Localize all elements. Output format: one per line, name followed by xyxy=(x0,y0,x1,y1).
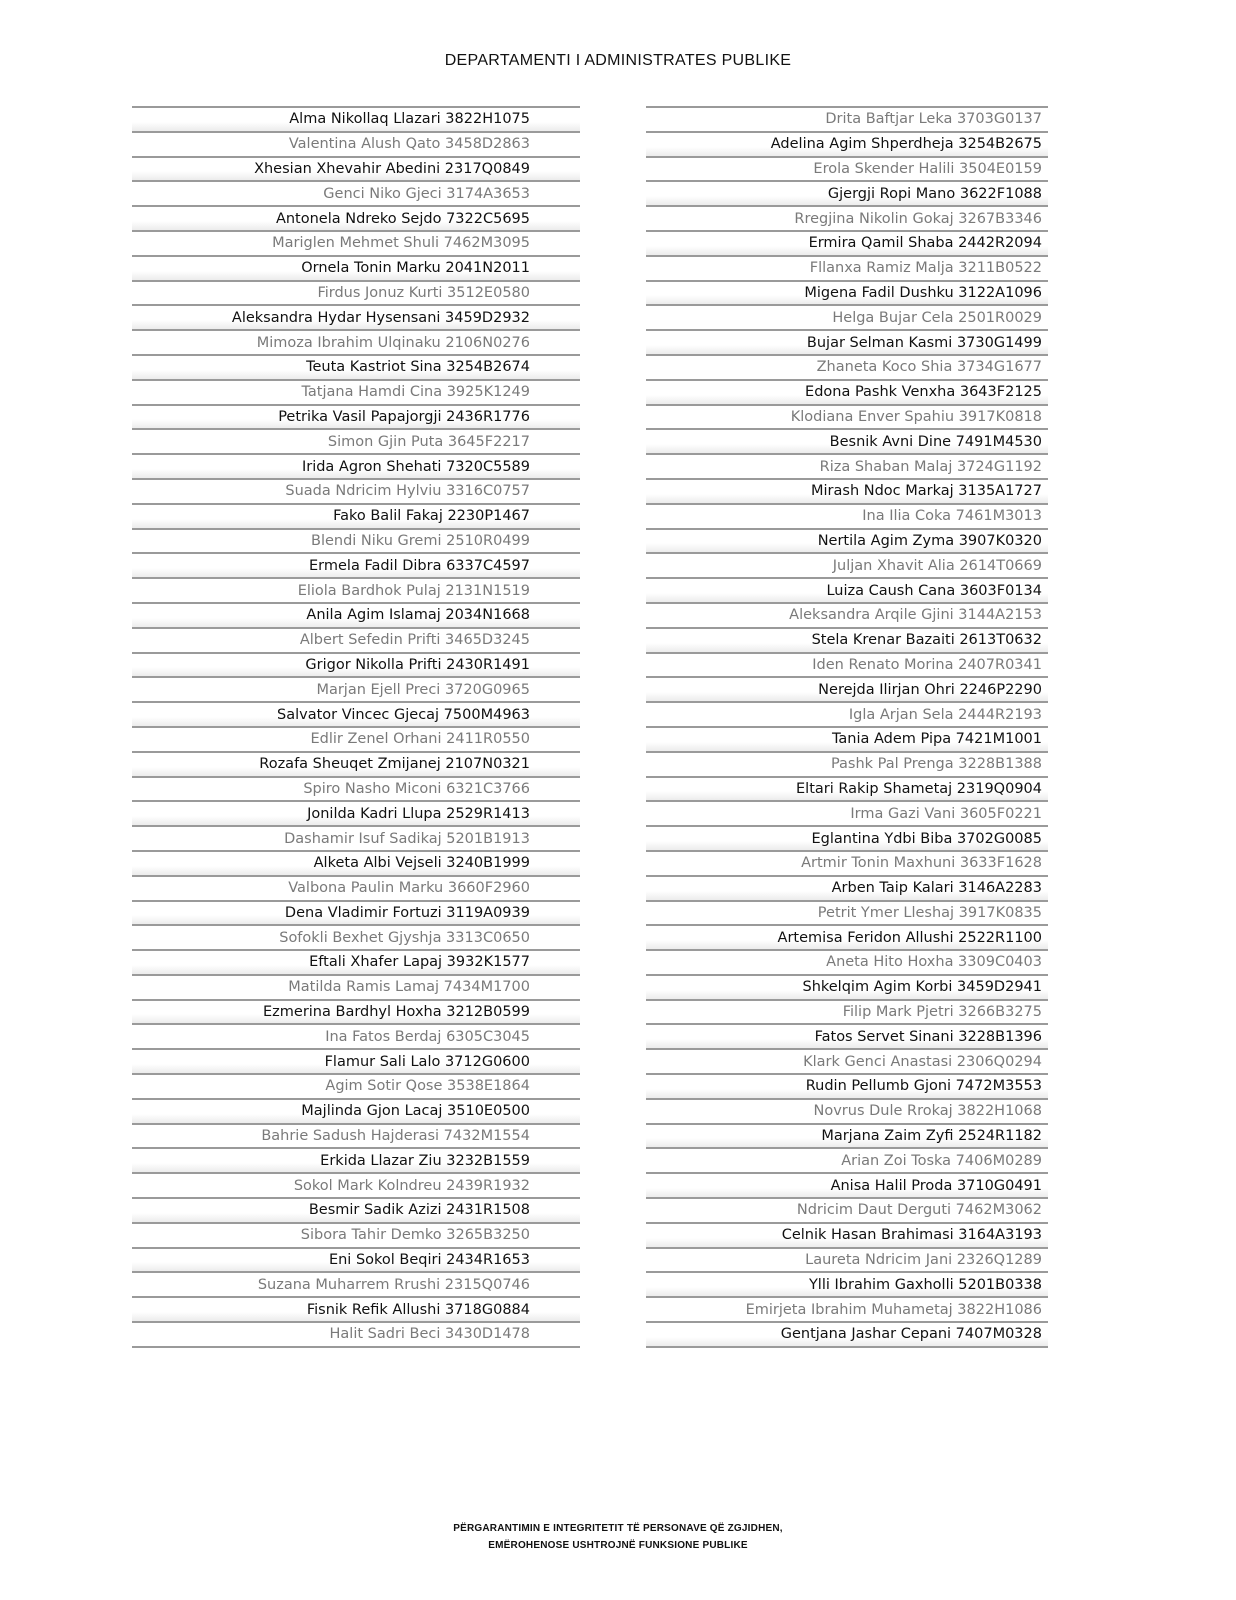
list-item: Nertila Agim Zyma 3907K0320 xyxy=(646,530,1048,555)
list-item: Antonela Ndreko Sejdo 7322C5695 xyxy=(132,207,580,232)
list-item: Anila Agim Islamaj 2034N1668 xyxy=(132,604,580,629)
list-item: Shkelqim Agim Korbi 3459D2941 xyxy=(646,976,1048,1001)
list-item: Novrus Dule Rrokaj 3822H1068 xyxy=(646,1100,1048,1125)
list-item: Mirash Ndoc Markaj 3135A1727 xyxy=(646,480,1048,505)
list-item: Majlinda Gjon Lacaj 3510E0500 xyxy=(132,1100,580,1125)
list-item: Fisnik Refik Allushi 3718G0884 xyxy=(132,1298,580,1323)
list-item: Rregjina Nikolin Gokaj 3267B3346 xyxy=(646,207,1048,232)
list-item: Aleksandra Arqile Gjini 3144A2153 xyxy=(646,604,1048,629)
footer-line-2: EMËROHENOSE USHTROJNË FUNKSIONE PUBLIKE xyxy=(488,1540,748,1551)
list-item: Bujar Selman Kasmi 3730G1499 xyxy=(646,331,1048,356)
left-name-list xyxy=(132,106,580,1348)
list-item: Bahrie Sadush Hajderasi 7432M1554 xyxy=(132,1125,580,1150)
list-item: Filip Mark Pjetri 3266B3275 xyxy=(646,1001,1048,1026)
list-item: Xhesian Xhevahir Abedini 2317Q0849 xyxy=(132,158,580,183)
list-item: Ermira Qamil Shaba 2442R2094 xyxy=(646,232,1048,257)
list-item: Celnik Hasan Brahimasi 3164A3193 xyxy=(646,1224,1048,1249)
list-item: Emirjeta Ibrahim Muhametaj 3822H1086 xyxy=(646,1298,1048,1323)
list-item: Eni Sokol Beqiri 2434R1653 xyxy=(132,1249,580,1274)
list-item: Gentjana Jashar Cepani 7407M0328 xyxy=(646,1323,1048,1348)
list-item: Gjergji Ropi Mano 3622F1088 xyxy=(646,182,1048,207)
list-item: Igla Arjan Sela 2444R2193 xyxy=(646,703,1048,728)
list-item: Genci Niko Gjeci 3174A3653 xyxy=(132,182,580,207)
list-item: Riza Shaban Malaj 3724G1192 xyxy=(646,455,1048,480)
list-item: Adelina Agim Shperdheja 3254B2675 xyxy=(646,133,1048,158)
list-item: Simon Gjin Puta 3645F2217 xyxy=(132,430,580,455)
list-item: Laureta Ndricim Jani 2326Q1289 xyxy=(646,1249,1048,1274)
list-item: Flamur Sali Lalo 3712G0600 xyxy=(132,1050,580,1075)
list-item: Fatos Servet Sinani 3228B1396 xyxy=(646,1025,1048,1050)
list-item: Klodiana Enver Spahiu 3917K0818 xyxy=(646,406,1048,431)
list-item: Tatjana Hamdi Cina 3925K1249 xyxy=(132,381,580,406)
list-item: Albert Sefedin Prifti 3465D3245 xyxy=(132,629,580,654)
list-item: Besnik Avni Dine 7491M4530 xyxy=(646,430,1048,455)
list-item: Eftali Xhafer Lapaj 3932K1577 xyxy=(132,951,580,976)
list-item: Spiro Nasho Miconi 6321C3766 xyxy=(132,778,580,803)
list-item: Suzana Muharrem Rrushi 2315Q0746 xyxy=(132,1273,580,1298)
list-item: Firdus Jonuz Kurti 3512E0580 xyxy=(132,282,580,307)
list-item: Drita Baftjar Leka 3703G0137 xyxy=(646,108,1048,133)
list-item: Irida Agron Shehati 7320C5589 xyxy=(132,455,580,480)
list-item: Aleksandra Hydar Hysensani 3459D2932 xyxy=(132,306,580,331)
list-item: Sofokli Bexhet Gjyshja 3313C0650 xyxy=(132,926,580,951)
list-item: Tania Adem Pipa 7421M1001 xyxy=(646,728,1048,753)
list-item: Besmir Sadik Azizi 2431R1508 xyxy=(132,1199,580,1224)
list-item: Pashk Pal Prenga 3228B1388 xyxy=(646,753,1048,778)
list-item: Salvator Vincec Gjecaj 7500M4963 xyxy=(132,703,580,728)
list-item: Suada Ndricim Hylviu 3316C0757 xyxy=(132,480,580,505)
footer-line-1: PËRGARANTIMIN E INTEGRITETIT TË PERSONAVE QË ZGJIDHEN, xyxy=(453,1523,783,1534)
list-item: Ina Fatos Berdaj 6305C3045 xyxy=(132,1025,580,1050)
page-title: DEPARTAMENTI I ADMINISTRATES PUBLIKE xyxy=(444,52,792,69)
list-item: Artemisa Feridon Allushi 2522R1100 xyxy=(646,926,1048,951)
list-item: Anisa Halil Proda 3710G0491 xyxy=(646,1174,1048,1199)
page-footer xyxy=(0,1520,1236,1554)
list-item: Ezmerina Bardhyl Hoxha 3212B0599 xyxy=(132,1001,580,1026)
list-item: Eliola Bardhok Pulaj 2131N1519 xyxy=(132,579,580,604)
list-item: Petrit Ymer Lleshaj 3917K0835 xyxy=(646,902,1048,927)
list-item: Agim Sotir Qose 3538E1864 xyxy=(132,1075,580,1100)
list-item: Edona Pashk Venxha 3643F2125 xyxy=(646,381,1048,406)
list-item: Fllanxa Ramiz Malja 3211B0522 xyxy=(646,257,1048,282)
list-item: Halit Sadri Beci 3430D1478 xyxy=(132,1323,580,1348)
list-item: Matilda Ramis Lamaj 7434M1700 xyxy=(132,976,580,1001)
list-item: Arian Zoi Toska 7406M0289 xyxy=(646,1149,1048,1174)
list-item: Grigor Nikolla Prifti 2430R1491 xyxy=(132,654,580,679)
list-item: Sibora Tahir Demko 3265B3250 xyxy=(132,1224,580,1249)
list-item: Edlir Zenel Orhani 2411R0550 xyxy=(132,728,580,753)
list-item: Iden Renato Morina 2407R0341 xyxy=(646,654,1048,679)
list-item: Klark Genci Anastasi 2306Q0294 xyxy=(646,1050,1048,1075)
list-item: Juljan Xhavit Alia 2614T0669 xyxy=(646,554,1048,579)
list-item: Erola Skender Halili 3504E0159 xyxy=(646,158,1048,183)
list-item: Nerejda Ilirjan Ohri 2246P2290 xyxy=(646,678,1048,703)
list-item: Valbona Paulin Marku 3660F2960 xyxy=(132,877,580,902)
list-item: Ermela Fadil Dibra 6337C4597 xyxy=(132,554,580,579)
list-item: Aneta Hito Hoxha 3309C0403 xyxy=(646,951,1048,976)
list-item: Mariglen Mehmet Shuli 7462M3095 xyxy=(132,232,580,257)
list-item: Ndricim Daut Derguti 7462M3062 xyxy=(646,1199,1048,1224)
list-item: Marjan Ejell Preci 3720G0965 xyxy=(132,678,580,703)
list-item: Stela Krenar Bazaiti 2613T0632 xyxy=(646,629,1048,654)
list-item: Eglantina Ydbi Biba 3702G0085 xyxy=(646,827,1048,852)
list-item: Mimoza Ibrahim Ulqinaku 2106N0276 xyxy=(132,331,580,356)
list-item: Ina Ilia Coka 7461M3013 xyxy=(646,505,1048,530)
list-item: Rozafa Sheuqet Zmijanej 2107N0321 xyxy=(132,753,580,778)
list-item: Petrika Vasil Papajorgji 2436R1776 xyxy=(132,406,580,431)
list-item: Alma Nikollaq Llazari 3822H1075 xyxy=(132,108,580,133)
list-item: Arben Taip Kalari 3146A2283 xyxy=(646,877,1048,902)
list-item: Dashamir Isuf Sadikaj 5201B1913 xyxy=(132,827,580,852)
list-item: Erkida Llazar Ziu 3232B1559 xyxy=(132,1149,580,1174)
list-item: Ylli Ibrahim Gaxholli 5201B0338 xyxy=(646,1273,1048,1298)
list-item: Artmir Tonin Maxhuni 3633F1628 xyxy=(646,852,1048,877)
list-item: Irma Gazi Vani 3605F0221 xyxy=(646,802,1048,827)
list-item: Helga Bujar Cela 2501R0029 xyxy=(646,306,1048,331)
list-item: Sokol Mark Kolndreu 2439R1932 xyxy=(132,1174,580,1199)
list-item: Fako Balil Fakaj 2230P1467 xyxy=(132,505,580,530)
list-item: Ornela Tonin Marku 2041N2011 xyxy=(132,257,580,282)
list-item: Migena Fadil Dushku 3122A1096 xyxy=(646,282,1048,307)
list-item: Luiza Caush Cana 3603F0134 xyxy=(646,579,1048,604)
list-item: Rudin Pellumb Gjoni 7472M3553 xyxy=(646,1075,1048,1100)
list-item: Alketa Albi Vejseli 3240B1999 xyxy=(132,852,580,877)
list-item: Blendi Niku Gremi 2510R0499 xyxy=(132,530,580,555)
list-item: Dena Vladimir Fortuzi 3119A0939 xyxy=(132,902,580,927)
list-item: Eltari Rakip Shametaj 2319Q0904 xyxy=(646,778,1048,803)
list-item: Valentina Alush Qato 3458D2863 xyxy=(132,133,580,158)
list-item: Jonilda Kadri Llupa 2529R1413 xyxy=(132,802,580,827)
list-item: Marjana Zaim Zyfi 2524R1182 xyxy=(646,1125,1048,1150)
list-item: Zhaneta Koco Shia 3734G1677 xyxy=(646,356,1048,381)
list-item: Teuta Kastriot Sina 3254B2674 xyxy=(132,356,580,381)
right-name-list xyxy=(646,106,1048,1348)
